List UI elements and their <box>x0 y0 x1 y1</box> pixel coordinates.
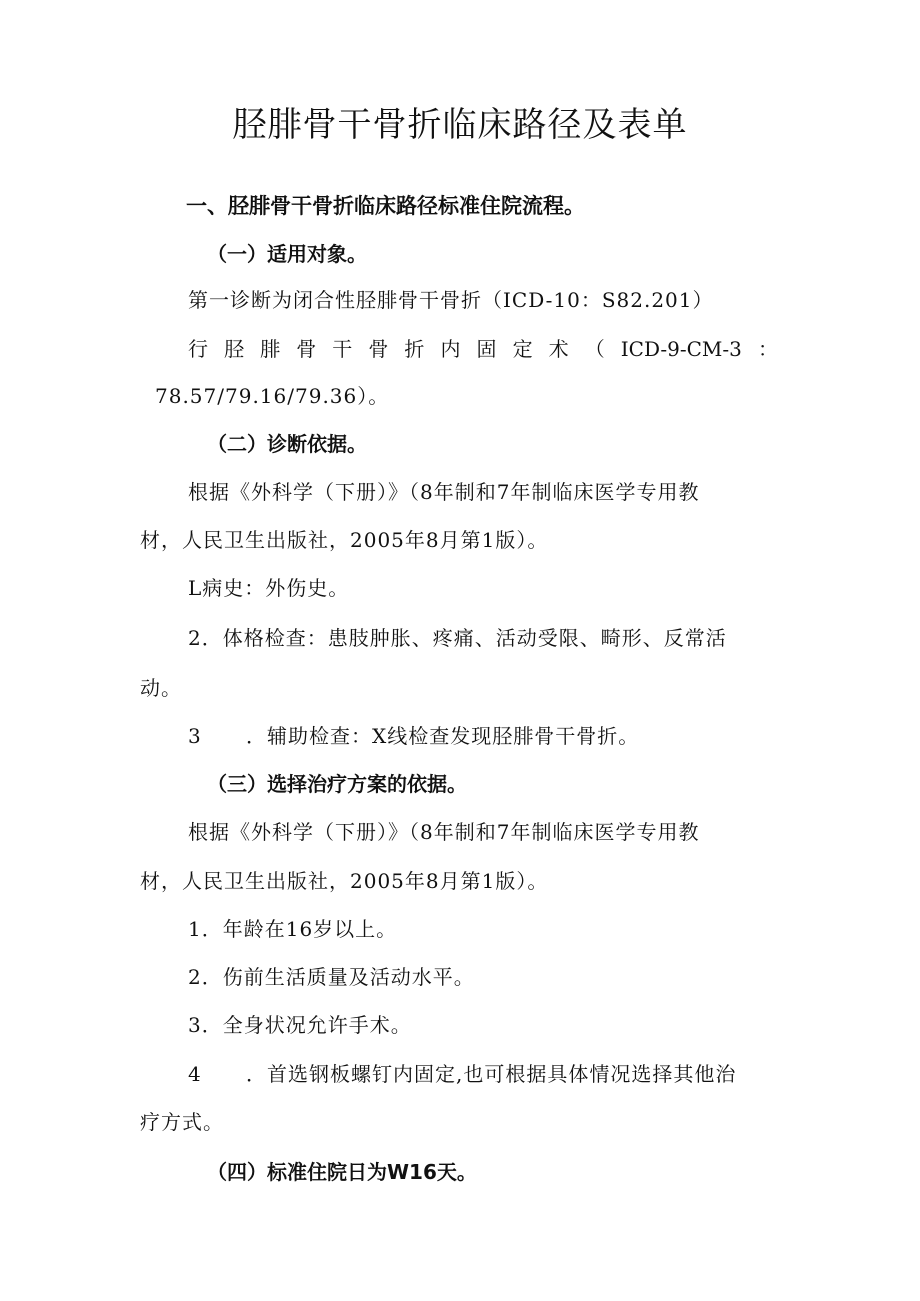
char: 胫 <box>224 337 245 361</box>
char: 定 <box>512 337 533 361</box>
list-item: 1．年龄在16岁以上。 <box>188 917 398 941</box>
subsection-heading-stay: （四）标准住院日为W16天。 <box>207 1160 477 1184</box>
char: 折 <box>404 337 425 361</box>
subsection-heading-applicable: （一）适用对象。 <box>207 242 367 266</box>
list-item-number: 3 <box>188 724 202 748</box>
list-item-text: ．首选钢板螺钉内固定,也可根据具体情况选择其他治 <box>246 1062 737 1086</box>
char: 腓 <box>260 337 281 361</box>
paragraph-line: 材，人民卫生出版社，2005年8月第1版）。 <box>140 869 549 893</box>
document-title: 胫腓骨干骨折临床路径及表单 <box>232 105 688 145</box>
subsection-heading-diagnosis: （二）诊断依据。 <box>207 432 367 456</box>
list-item: L病史：外伤史。 <box>188 576 350 600</box>
list-item: 3．全身状况允许手术。 <box>188 1013 412 1037</box>
list-item: 2．体格检查：患肢肿胀、疼痛、活动受限、畸形、反常活 <box>188 626 727 650</box>
char: 内 <box>440 337 461 361</box>
list-item <box>188 726 639 746</box>
char: 行 <box>188 337 208 361</box>
section-heading: 一、胫腓骨干骨折临床路径标准住院流程。 <box>186 194 585 218</box>
list-item-number: 4 <box>188 1062 202 1086</box>
paragraph-line: 根据《外科学（下册）》（8年制和7年制临床医学专用教 <box>188 480 700 504</box>
char: 骨 <box>368 337 389 361</box>
char: 术 <box>548 337 569 361</box>
char: 固 <box>476 337 497 361</box>
list-item <box>188 1064 736 1084</box>
char: （ <box>584 337 605 361</box>
subsection-heading-treatment: （三）选择治疗方案的依据。 <box>207 772 467 796</box>
list-item-text: ．辅助检查：X线检查发现胫腓骨干骨折。 <box>246 724 640 748</box>
char: 干 <box>332 337 353 361</box>
paragraph-line: 78.57/79.16/79.36）。 <box>155 384 390 408</box>
char: ： <box>757 337 778 361</box>
paragraph-line: 材，人民卫生出版社，2005年8月第1版）。 <box>140 528 549 552</box>
paragraph-line: 第一诊断为闭合性胫腓骨干骨折（ICD-10：S82.201） <box>188 288 714 312</box>
list-item: 2．伤前生活质量及活动水平。 <box>188 965 475 989</box>
list-item-continuation: 疗方式。 <box>140 1110 224 1134</box>
char: ICD-9-CM-3 <box>620 337 742 361</box>
list-item-continuation: 动。 <box>140 676 182 700</box>
paragraph-line-justified <box>188 339 778 359</box>
char: 骨 <box>296 337 317 361</box>
paragraph-line: 根据《外科学（下册）》（8年制和7年制临床医学专用教 <box>188 820 700 844</box>
